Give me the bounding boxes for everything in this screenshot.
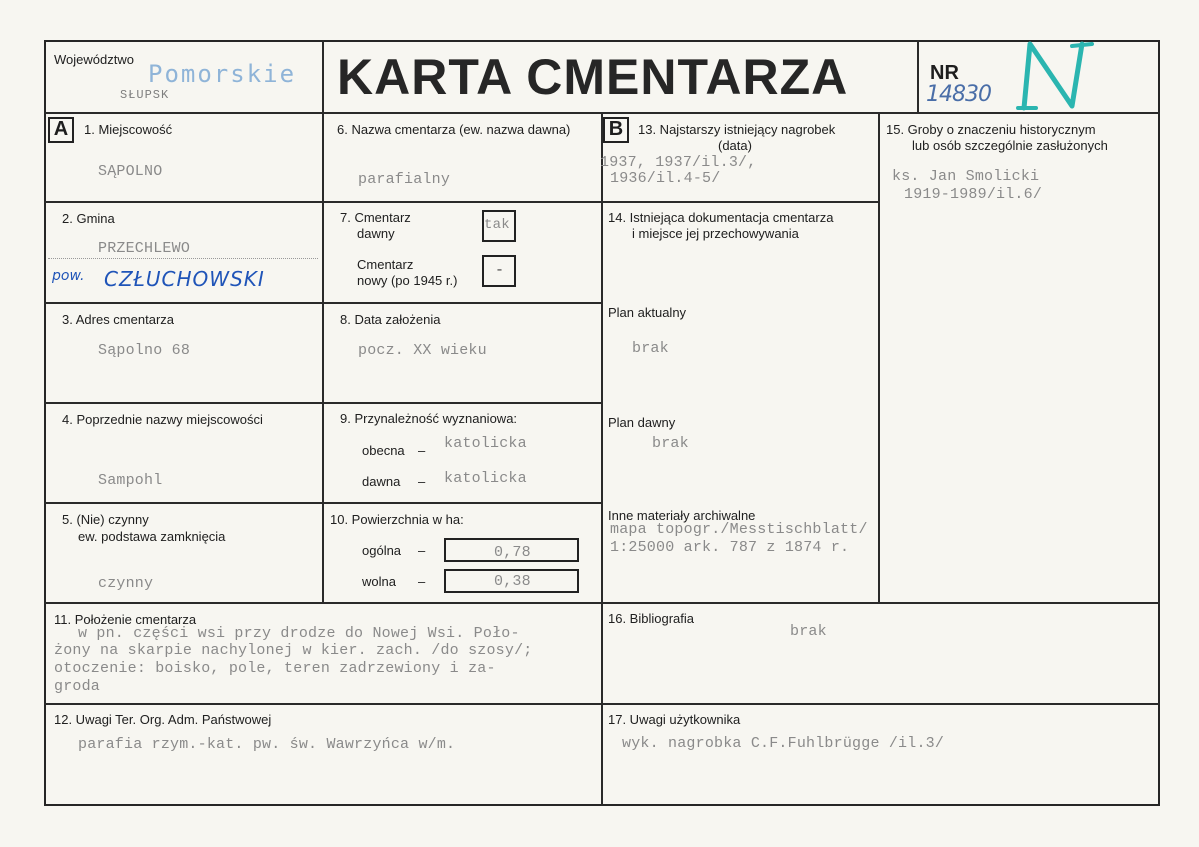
field-2-label: 2. Gmina bbox=[62, 211, 115, 226]
field-14-label-sub: i miejsce jej przechowywania bbox=[632, 226, 799, 241]
field-10-closed-value: 0,38 bbox=[494, 573, 531, 590]
field-2-value: PRZECHLEWO bbox=[98, 240, 191, 257]
field-9-current-dash: – bbox=[418, 443, 426, 458]
field-3-label: 3. Adres cmentarza bbox=[62, 312, 174, 327]
nr-label: NR bbox=[930, 62, 959, 84]
field-6-label: 6. Nazwa cmentarza (ew. nazwa dawna) bbox=[337, 122, 571, 137]
voivodeship-label: Województwo bbox=[54, 52, 134, 67]
field-9-label: 9. Przynależność wyznaniowa: bbox=[340, 411, 518, 426]
field-5-label: 5. (Nie) czynny bbox=[62, 512, 149, 527]
field-4-value: Sampohl bbox=[98, 472, 163, 489]
field-13-label-sub: (data) bbox=[718, 138, 752, 153]
letter-n-marker bbox=[1010, 40, 1100, 112]
field-9-current-value: katolicka bbox=[444, 435, 527, 452]
divider bbox=[917, 40, 919, 113]
field-17-label: 17. Uwagi użytkownika bbox=[608, 712, 741, 727]
field-15-label: 15. Groby o znaczeniu historycznym bbox=[886, 122, 1096, 137]
section-a-letter: A bbox=[48, 117, 74, 143]
field-12-label: 12. Uwagi Ter. Org. Adm. Państwowej bbox=[54, 712, 272, 727]
field-13-line: 1937, 1937/il.3/, bbox=[600, 154, 757, 171]
field-9-former-value: katolicka bbox=[444, 470, 527, 487]
field-11-line: groda bbox=[54, 678, 101, 695]
field-11-line: otoczenie: boisko, pole, teren zadrzewiony i za- bbox=[54, 660, 496, 677]
field-7-new-value: - bbox=[495, 262, 505, 279]
field-13-line: 1936/il.4-5/ bbox=[610, 170, 721, 187]
field-2-hand-value: CZŁUCHOWSKI bbox=[104, 267, 265, 291]
field-15-label-sub: lub osób szczególnie zasłużonych bbox=[912, 138, 1108, 153]
other-materials-label: Inne materiały archiwalne bbox=[608, 508, 756, 523]
plan-current-label: Plan aktualny bbox=[608, 305, 687, 320]
field-8-label: 8. Data założenia bbox=[340, 312, 441, 327]
nr-value: 14830 bbox=[926, 82, 991, 107]
plan-old-label: Plan dawny bbox=[608, 415, 676, 430]
field-5-value: czynny bbox=[98, 575, 154, 592]
field-9-former-label: dawna bbox=[362, 474, 401, 489]
divider bbox=[601, 112, 603, 806]
field-10-total-label: ogólna bbox=[362, 543, 402, 558]
field-11-line: żony na skarpie nachylonej w kier. zach. /do szosy/; bbox=[54, 642, 533, 659]
field-4-label: 4. Poprzednie nazwy miejscowości bbox=[62, 412, 263, 427]
field-7-new-label-sub: nowy (po 1945 r.) bbox=[357, 273, 458, 288]
field-1-value: SĄPOLNO bbox=[98, 163, 163, 180]
field-12-value: parafia rzym.-kat. pw. św. Wawrzyńca w/m. bbox=[78, 736, 456, 753]
field-8-value: pocz. XX wieku bbox=[358, 342, 487, 359]
field-7-old-label: 7. Cmentarz bbox=[340, 210, 411, 225]
field-10-closed-label: wolna bbox=[362, 574, 396, 589]
field-14-label: 14. Istniejąca dokumentacja cmentarza bbox=[608, 210, 834, 225]
field-2-divider bbox=[48, 258, 318, 259]
other-materials-line: 1:25000 ark. 787 z 1874 r. bbox=[610, 539, 850, 556]
field-15-line: 1919-1989/il.6/ bbox=[904, 186, 1043, 203]
field-7-old-label-sub: dawny bbox=[357, 226, 395, 241]
field-9-current-label: obecna bbox=[362, 443, 405, 458]
divider bbox=[322, 40, 324, 603]
field-5-label-sub: ew. podstawa zamknięcia bbox=[78, 529, 226, 544]
field-11-line: w pn. części wsi przy drodze do Nowej Wsi. Poło- bbox=[78, 625, 520, 642]
field-15-line: ks. Jan Smolicki bbox=[892, 168, 1040, 185]
section-b-letter: B bbox=[603, 117, 629, 143]
field-6-value: parafialny bbox=[358, 171, 451, 188]
field-10-closed-dash: – bbox=[418, 574, 426, 589]
field-11-label: 11. Położenie cmentarza bbox=[54, 612, 197, 627]
field-10-total-value: 0,78 bbox=[494, 544, 531, 561]
big-letter-text: N bbox=[1010, 40, 1011, 41]
divider bbox=[878, 112, 880, 603]
field-7-new-label: Cmentarz bbox=[357, 257, 414, 272]
page-title: KARTA CMENTARZA bbox=[337, 49, 849, 105]
field-2-hand-prefix: pow. bbox=[52, 268, 85, 284]
divider bbox=[601, 201, 879, 203]
field-7-old-value: tak bbox=[484, 217, 510, 233]
field-13-label: 13. Najstarszy istniejący nagrobek bbox=[638, 122, 836, 137]
field-10-total-dash: – bbox=[418, 543, 426, 558]
field-17-value: wyk. nagrobka C.F.Fuhlbrügge /il.3/ bbox=[622, 735, 945, 752]
plan-current-value: brak bbox=[632, 340, 669, 357]
field-3-value: Sąpolno 68 bbox=[98, 342, 191, 359]
field-1-label: 1. Miejscowość bbox=[84, 122, 173, 137]
other-materials-line: mapa topogr./Messtischblatt/ bbox=[610, 521, 868, 538]
field-16-label: 16. Bibliografia bbox=[608, 611, 694, 626]
field-16-value: brak bbox=[790, 623, 827, 640]
field-10-label: 10. Powierzchnia w ha: bbox=[330, 512, 464, 527]
field-9-former-dash: – bbox=[418, 474, 426, 489]
voivodeship-stamp: Pomorskie bbox=[148, 60, 297, 88]
plan-old-value: brak bbox=[652, 435, 689, 452]
voivodeship-sub-stamp: SŁUPSK bbox=[120, 88, 170, 102]
